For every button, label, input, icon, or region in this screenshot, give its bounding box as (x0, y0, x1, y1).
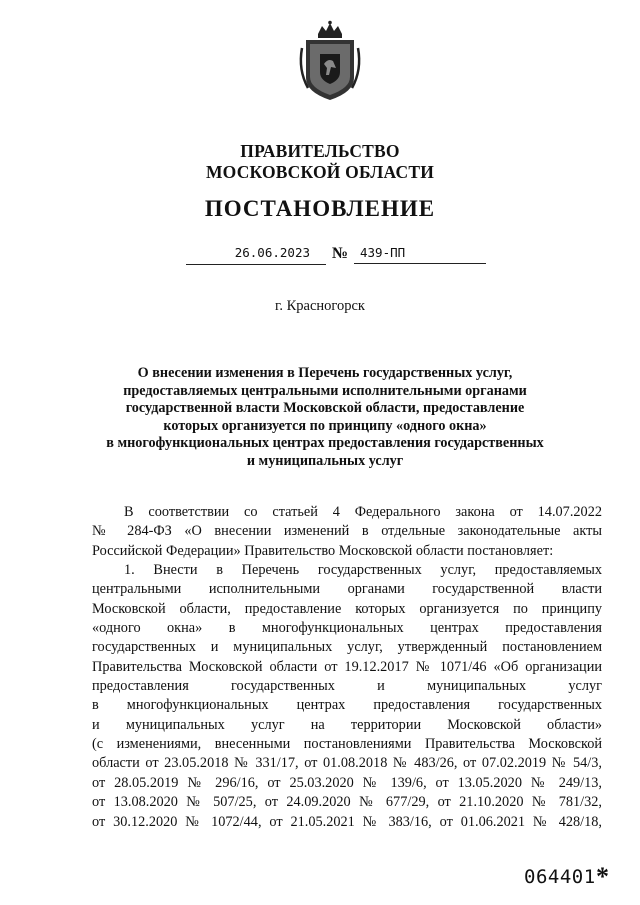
coat-of-arms-emblem (296, 20, 364, 102)
document-date-field (186, 244, 326, 265)
body-line: предоставления государственных и муниципальных услуг (92, 678, 602, 695)
body-line: (с изменениями, внесенными постановлениями Правительства Московской (92, 736, 602, 753)
subject-line: О внесении изменения в Перечень государственных услуг, (137, 365, 513, 381)
subject-line: в многофункциональных центрах предоставления государственных (106, 435, 544, 452)
body-line: Московской области, предоставление которых организуется по принципу (92, 600, 602, 617)
body-line: В соответствии со статьей 4 Федерального закона от 14.07.2022 (124, 504, 602, 520)
document-subject (90, 365, 560, 471)
body-line: и муниципальных услуг на территории Московской области» (92, 716, 602, 733)
number-sign: № (332, 245, 349, 262)
document-body (92, 503, 602, 832)
body-line: от 30.12.2020 № 1072/44, от 21.05.2021 № 383/16, от 01.06.2021 № 428/18, (92, 813, 602, 830)
body-line: Российской Федерации» Правительство Московской области постановляет: (92, 542, 554, 559)
city-name: г. Красногорск (275, 298, 365, 314)
body-line: от 28.05.2019 № 296/16, от 25.03.2020 № 139/6, от 13.05.2020 № 249/13, (92, 774, 602, 791)
subject-line: предоставляемых центральными исполнительными органами (123, 382, 527, 399)
body-line: в многофункциональных центрах предоставления государственных (92, 697, 602, 714)
body-line: № 284-ФЗ «О внесении изменений в отдельные законодательные акты (92, 523, 602, 540)
body-line: «одного окна» в многофункциональных центрах предоставления (92, 620, 602, 637)
government-name-line2: МОСКОВСКОЙ ОБЛАСТИ (205, 162, 435, 182)
document-date: 26.06.2023 (234, 245, 310, 260)
subject-line: и муниципальных услуг (246, 452, 404, 469)
government-name-line1: ПРАВИТЕЛЬСТВО (240, 141, 400, 161)
document-number: 439-ПП (354, 244, 486, 264)
serial-number: 064401 (524, 866, 596, 888)
body-line: 1. Внести в Перечень государственных услуг, предоставляемых (124, 562, 602, 579)
subject-line: которых организуется по принципу «одного окна» (163, 417, 487, 434)
body-line: области от 23.05.2018 № 331/17, от 01.08.2018 № 483/26, от 07.02.2019 № 54/3, (92, 755, 602, 772)
body-line: Правительства Московской области от 19.12.2017 № 1071/46 «Об организации (92, 658, 602, 675)
body-line: государственных и муниципальных услуг, утвержденный постановлением (92, 639, 602, 656)
document-type-title: ПОСТАНОВЛЕНИЕ (204, 196, 436, 221)
date-number-line (186, 244, 486, 266)
body-line: центральными исполнительными органами государственной власти (92, 581, 602, 598)
serial-asterisk-mark: * (596, 862, 609, 891)
body-line: от 13.08.2020 № 507/25, от 24.09.2020 № 677/29, от 21.10.2020 № 781/32, (92, 794, 602, 811)
subject-line: государственной власти Московской области, предоставление (125, 400, 525, 417)
